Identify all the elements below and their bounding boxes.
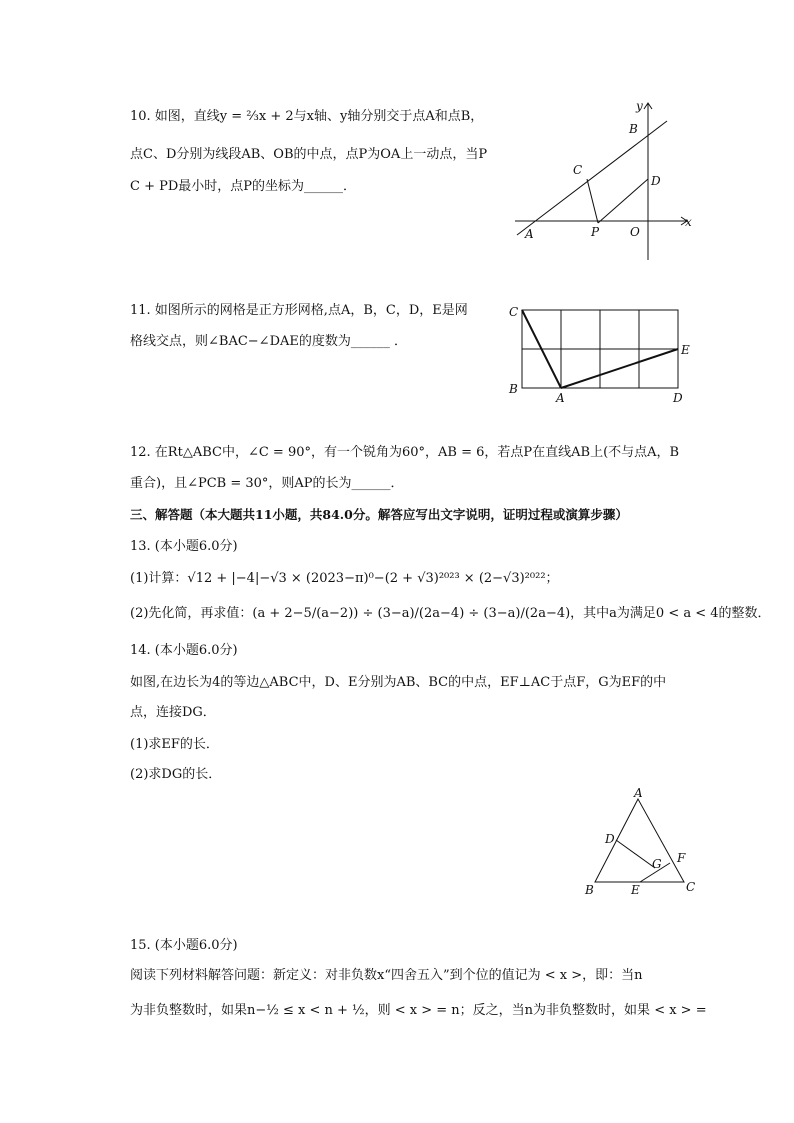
q15-line-2: 为非负整数时，如果n−½ ≤ x < n + ½，则 < x > = n；反之，当n为非负整数时，如果 < x > = [130,1003,707,1018]
q13-head: 13. (本小题6.0分) [130,539,238,554]
line-ab [517,121,667,235]
label-y: y [636,99,643,113]
label-a: A [634,786,643,800]
q10-line-1: 10. 如图，直线y = ⅔x + 2与x轴、y轴分别交于点A和点B， [130,109,484,124]
label-e: E [631,883,640,897]
label-c: C [509,305,519,319]
q11-figure [505,302,705,407]
label-b: B [509,382,518,396]
segment-ae [561,349,678,388]
label-d: D [673,391,683,405]
q14-part-1: (1)求EF的长． [130,737,219,752]
q10-line-2: 点C、D分别为线段AB、OB的中点，点P为OA上一动点，当P [130,147,488,162]
q14-figure [578,785,703,900]
label-a: A [525,227,534,241]
label-d: D [605,832,615,846]
q14-part-2: (2)求DG的长． [130,767,222,782]
q15-head: 15. (本小题6.0分) [130,938,238,953]
label-x: x [685,215,692,229]
label-g: G [652,857,662,871]
label-b: B [585,883,594,897]
q12-line-1: 12. 在Rt△ABC中，∠C = 90°，有一个锐角为60°，AB = 6，若点P在直线AB上(不与点A，B [130,445,680,460]
segment-pd [598,179,648,223]
q14-head: 14. (本小题6.0分) [130,643,238,658]
label-a: A [556,391,565,405]
q10-line-3: C + PD最小时，点P的坐标为______． [130,179,357,194]
label-f: F [677,851,686,865]
segment-pc [587,179,598,223]
section-heading: 三、解答题（本大题共11小题，共84.0分。解答应写出文字说明，证明过程或演算步骤） [130,507,628,522]
q11-line-1: 11. 如图所示的网格是正方形网格,点A，B，C，D，E是网 [130,303,468,318]
q15-line-1: 阅读下列材料解答问题：新定义：对非负数x“四舍五入”到个位的值记为 < x >，即：当n [130,968,643,983]
label-c: C [573,163,583,177]
label-b: B [629,122,638,136]
q13-part-1: (1)计算：√12 + |−4|−√3 × (2023−π)⁰−(2 + √3)²⁰²³ × (2−√3)²⁰²²； [130,571,559,586]
q14-line-2: 点，连接DG． [130,705,216,720]
label-e: E [681,343,690,357]
q14-line-1: 如图,在边长为4的等边△ABC中，D、E分别为AB、BC的中点，EF⊥AC于点F，G为EF的中 [130,675,667,690]
label-d: D [651,174,661,188]
label-o: O [630,225,640,239]
q13-part-2: (2)先化简，再求值：(a + 2−5/(a−2)) ÷ (3−a)/(2a−4) ÷ (3−a)/(2a−4)，其中a为满足0 < a < 4的整数． [130,606,771,621]
q11-line-2: 格线交点，则∠BAC−∠DAE的度数为______ ． [130,334,407,349]
label-p: P [591,225,600,239]
label-c: C [686,880,696,894]
q10-figure [505,95,705,265]
grid [522,310,678,388]
segment-dg [616,840,655,868]
q12-line-2: 重合)，且∠PCB = 30°，则AP的长为______． [130,476,404,491]
